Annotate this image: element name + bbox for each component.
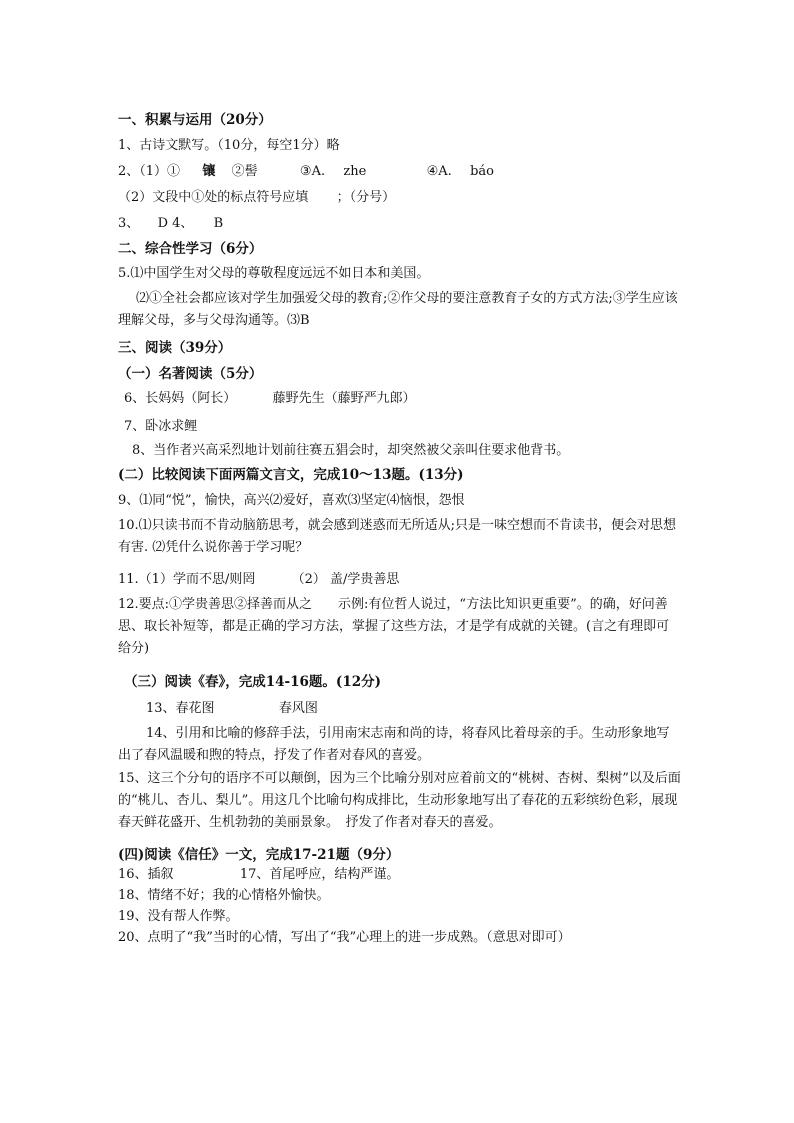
answer-2-part-b: 镶 (202, 164, 216, 179)
section-3-2-title: (二）比较阅读下面两篇文言文，完成10～13题。(13分) (118, 467, 464, 483)
answer-15: 15、这三个分句的语序不可以颠倒，因为三个比喻分别对应着前文的“桃树、杏树、梨树”以及后面的“桃儿、杏儿、梨儿”。用这几个比喻句构成排比，生动形象地写出了春花的五彩缤纷色彩，展现春天鲜花盛开、生机勃勃的美丽景象。 抒发了作者对春天的喜爱。 (118, 771, 681, 830)
answer-3-value: D 4、 (157, 216, 194, 231)
answer-17: 17、首尾呼应，结构严谨。 (239, 867, 400, 882)
section-3-3-title: （三）阅读《春》，完成14-16题。(12分) (124, 674, 381, 690)
answer-18: 18、情绪不好；我的心情格外愉快。 (118, 888, 330, 903)
answer-11-part-a: 11.（1）学而不思/则罔 (118, 572, 256, 587)
answer-2-part-c: ②髻 (231, 164, 258, 179)
answer-10: 10.⑴只读书而不肯动脑筋思考，就会感到迷惑而无所适从;只是一味空想而不肯读书，便会对思想有害. ⑵凭什么说你善于学习呢？ (118, 518, 677, 555)
answer-6-part-b: 藤野先生（藤野严九郎） (272, 391, 416, 406)
answer-2-part-e: zhe (343, 164, 367, 179)
answer-13-part-b: 春风图 (278, 701, 318, 716)
answer-11-part-b: （2） 盖/学贵善思 (291, 572, 400, 587)
answer-9: 9、⑴同“悦”，愉快，高兴⑵爱好，喜欢⑶坚定⑷恼恨，怨恨 (118, 493, 465, 508)
answer-12: 12.要点:①学贵善思②择善而从之 示例:有位哲人说过，“方法比知识更重要”。的确，好问善思、取长补短等，都是正确的学习方法，掌握了这些方法，才是学有成就的关键。(言之有理即可给分) (118, 597, 670, 656)
answer-2-part-g: báo (470, 164, 494, 179)
answer-3-label: 3、 (118, 216, 140, 231)
answer-1: 1、古诗文默写。（10分，每空1分）略 (118, 138, 340, 153)
answer-2-part-f: ④A. (426, 164, 452, 179)
answer-7: 7、卧冰求鲤 (124, 419, 198, 434)
answer-19: 19、没有帮人作弊。 (118, 909, 239, 924)
answer-2-punct-label: （2）文段中①处的标点符号应填 (118, 190, 309, 205)
answer-2-punct-value: ；（分号） (336, 190, 396, 205)
answer-8: 8、当作者兴高采烈地计划前往赛五猖会时，却突然被父亲叫住要求他背书。 (132, 443, 570, 458)
answer-6-part-a: 6、长妈妈（阿长） (124, 391, 237, 406)
section-1-title: 一、积累与运用（20分） (118, 112, 272, 128)
answer-13 (146, 701, 682, 717)
answer-2-line-1 (118, 164, 682, 180)
section-2-title: 二、综合性学习（6分） (118, 241, 263, 257)
answer-14: 14、引用和比喻的修辞手法，引用南宋志南和尚的诗，将春风比着母亲的手。生动形象地写出了春风温暖和煦的特点，抒发了作者对春风的喜爱。 (118, 726, 670, 763)
answer-16-17 (118, 867, 682, 883)
answer-4-value: B (213, 216, 224, 231)
answer-5-part-2: ⑵①全社会都应该对学生加强爱父母的教育;②作父母的要注意教育子女的方式方法;③学生应该理解父母，多与父母沟通等。⑶B (118, 291, 678, 328)
answer-13-part-a: 13、春花图 (146, 701, 215, 716)
section-3-title: 三、阅读（39分） (118, 340, 232, 356)
answer-2-part-a: 2、（1）① (118, 164, 181, 179)
answer-16: 16、插叙 (118, 867, 174, 882)
answer-2-line-2 (118, 190, 682, 206)
answer-11 (118, 572, 682, 588)
answer-20: 20、点明了“我”当时的心情，写出了“我”心理上的进一步成熟。（意思对即可） (118, 930, 571, 945)
answer-3-4 (118, 216, 682, 232)
answer-2-part-d: ③A. (299, 164, 326, 179)
answer-5-part-1: 5.⑴中国学生对父母的尊敬程度远远不如日本和美国。 (118, 266, 430, 281)
section-3-1-title: （一）名著阅读（5分） (118, 366, 263, 382)
section-3-4-title: (四)阅读《信任》一文，完成17-21题（9分） (118, 847, 400, 863)
answer-6 (124, 391, 682, 407)
